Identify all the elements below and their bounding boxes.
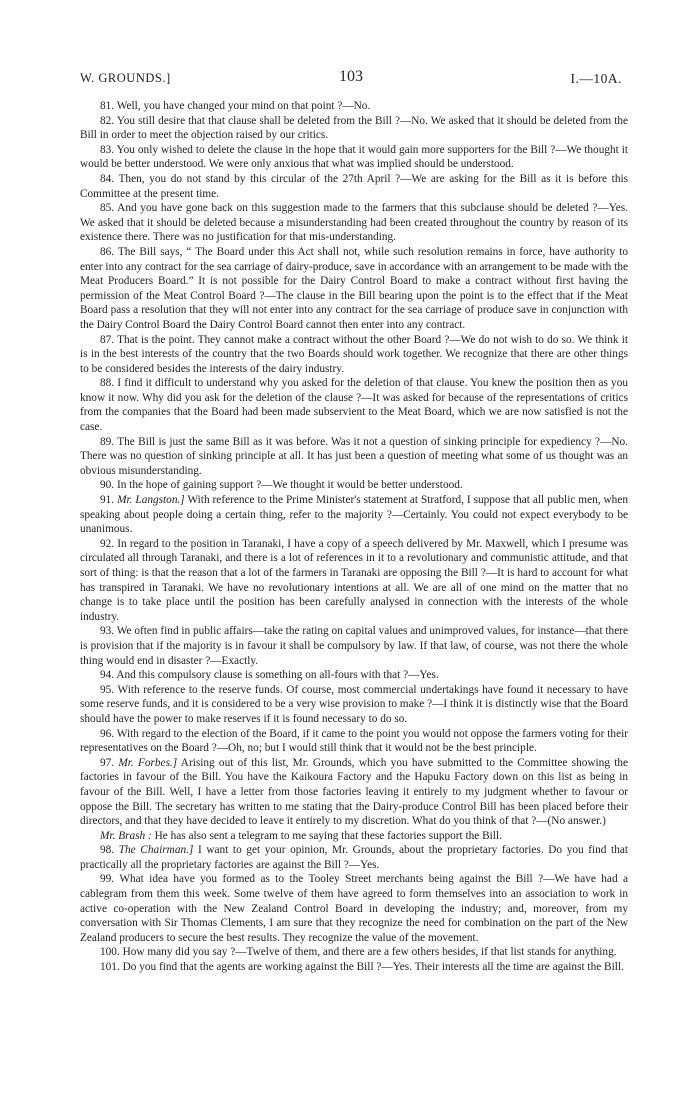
page-number: 103: [339, 68, 363, 85]
transcript-paragraph: 81. Well, you have changed your mind on that point ?—No.: [100, 100, 371, 112]
transcript-paragraph: 101. Do you find that the agents are working against the Bill ?—Yes. Their interests all the time are against the Bill.: [100, 961, 624, 974]
transcript-paragraph: 94. And this compulsory clause is something on all-fours with that ?—Yes.: [100, 669, 439, 682]
transcript-paragraph: 83. You only wished to delete the clause in the hope that it would gain more supporters for the Bill ?—We thought it would be better understood. We were only anxious that what was implied should be understood.: [80, 143, 628, 171]
transcript-paragraph: 88. I find it difficult to understand why you asked for the deletion of that clause. You knew the position then as you know it now. Why did you ask for the deletion of the clause ?—It was asked for because of the representations of critics from the companies that the Board had been made subservient to the Meat Board, which we are now satisfied is not the case.: [80, 377, 628, 434]
transcript-paragraph: 82. You still desire that that clause shall be deleted from the Bill ?—No. We asked that it should be deleted from the Bill in order to meet the objection raised by our critics.: [80, 114, 628, 142]
transcript-paragraph: 84. Then, you do not stand by this circular of the 27th April ?—We are asking for the Bill as it is before this Committee at the present time.: [80, 172, 628, 200]
transcript-paragraph: 98. The Chairman.] I want to get your opinion, Mr. Grounds, about the proprietary factories. Do you find that practically all the proprietary factories are against the Bill ?—Yes.: [80, 844, 629, 871]
transcript-paragraph: 100. How many did you say ?—Twelve of them, and there are a few others besides, if that list stands for anything.: [100, 946, 617, 959]
transcript-paragraph: 85. And you have gone back on this suggestion made to the farmers that this subclause should be deleted ?—Yes. We asked that it should be deleted because a misunderstanding had been created throughout the country by reason of its existence there. There was no justification for that mis-understanding.: [80, 202, 628, 244]
transcript-paragraph: 91. Mr. Langston.] With reference to the Prime Minister's statement at Stratford, I suppose that all public men, when speaking about people doing a certain thing, refer to the majority ?—Certainly. You could not expect everybody to be unanimous.: [80, 494, 628, 536]
transcript-paragraph: 87. That is the point. They cannot make a contract without the other Board ?—We do not wish to do so. We think it is in the best interests of the country that the two Boards should work together. We recognize that there are other things to be considered besides the interests of the dairy industry.: [80, 333, 628, 375]
transcript-body: [80, 99, 628, 975]
header-witness-name: W. GROUNDS.]: [80, 71, 171, 85]
transcript-paragraph: 96. With regard to the election of the Board, if it came to the point you would not oppose the farmers voting for their representatives on the Board ?—Oh, no; but I would still think that it would not be the best principle.: [80, 727, 628, 755]
transcript-paragraph: 89. The Bill is just the same Bill as it was before. Was it not a question of sinking principle for expediency ?—No. There was no question of sinking principle at all. It has just been a question of meeting what some of us thought was an obvious misunderstanding.: [80, 435, 628, 477]
transcript-paragraph: 86. The Bill says, “ The Board under this Act shall not, while such resolution remains in force, have authority to enter into any contract for the sea carriage of dairy-produce, save in accordance with an arrangement to be made with the Meat Producers Board.” It is not possible for the Dairy Control Board to make a contract without first having the permission of the Meat Control Board ?—The clause in the Bill bearing upon the point is to the effect that if the Meat Board pass a resolution that they will not enter into any contract for the sea carriage of produce save in conjunction with the Dairy Control Board the Dairy Control Board cannot then enter into any contract.: [80, 245, 628, 331]
transcript-paragraph: 95. With reference to the reserve funds. Of course, most commercial undertakings have found it necessary to have some reserve funds, and it is considered to be a very wise provision to make ?—I think it is distinctly wise that the Board should have the power to make reserves if it is found necessary to do so.: [80, 683, 628, 725]
transcript-paragraph: 90. In the hope of gaining support ?—We thought it would be better understood.: [100, 479, 463, 492]
speaker-label: The Chairman.]: [118, 844, 194, 857]
speaker-label: Mr. Langston.]: [117, 494, 185, 507]
transcript-paragraph: 93. We often find in public affairs—take the rating on capital values and unimproved values, for instance—that there is provision that if the majority is in favour it shall be compulsory by law. If that law, of course, was not there the whole thing would end in disaster ?—Exactly.: [80, 625, 628, 667]
speaker-label: Mr. Forbes.]: [118, 756, 178, 769]
transcript-paragraph: 97. Mr. Forbes.] Arising out of this list, Mr. Grounds, which you have submitted to the Committee showing the factories in favour of the Bill. You have the Kaikoura Factory and the Hapuku Factory down on this list as being in favour of the Bill. Well, I have a letter from those factories leaving it entirely to my judgment whether to favour or oppose the Bill. The secretary has written to me stating that the Dairy-produce Control Bill has been placed before their directors, and that they have decided to leave it entirely to my discretion. What do you think of that ?—(No answer.): [80, 756, 628, 828]
page-header: [80, 68, 622, 93]
transcript-paragraph: 99. What idea have you formed as to the Tooley Street merchants being against the Bill ?—We have had a cablegram from them this week. Some twelve of them have agreed to form themselves into an association to work in active co-operation with the New Zealand Control Board in developing the industry; and, moreover, from my conversation with Sir Thomas Clements, I am sure that they recognize the need for combination on the part of the New Zealand producers to secure the best results. They recognize the value of the movement.: [80, 873, 628, 944]
transcript-paragraph: Mr. Brash : He has also sent a telegram to me saying that these factories support the Bill.: [100, 829, 502, 842]
speaker-label: Mr. Brash :: [100, 829, 152, 842]
transcript-paragraph: 92. In regard to the position in Taranaki, I have a copy of a speech delivered by Mr. Maxwell, which I presume was circulated all through Taranaki, and there is a lot of references in it to a revolutionary and communistic attitude, and that sort of thing: is that the reason that a lot of the farmers in Taranaki are opposing the Bill ?—It is hard to account for what has transpired in Taranaki. We have no revolutionary intentions at all. We are all of one mind on the matter that no change is to take place until the position has been carefully analysed in connection with the interests of the whole industry.: [80, 537, 628, 623]
header-document-reference: I.—10A.: [570, 71, 622, 86]
